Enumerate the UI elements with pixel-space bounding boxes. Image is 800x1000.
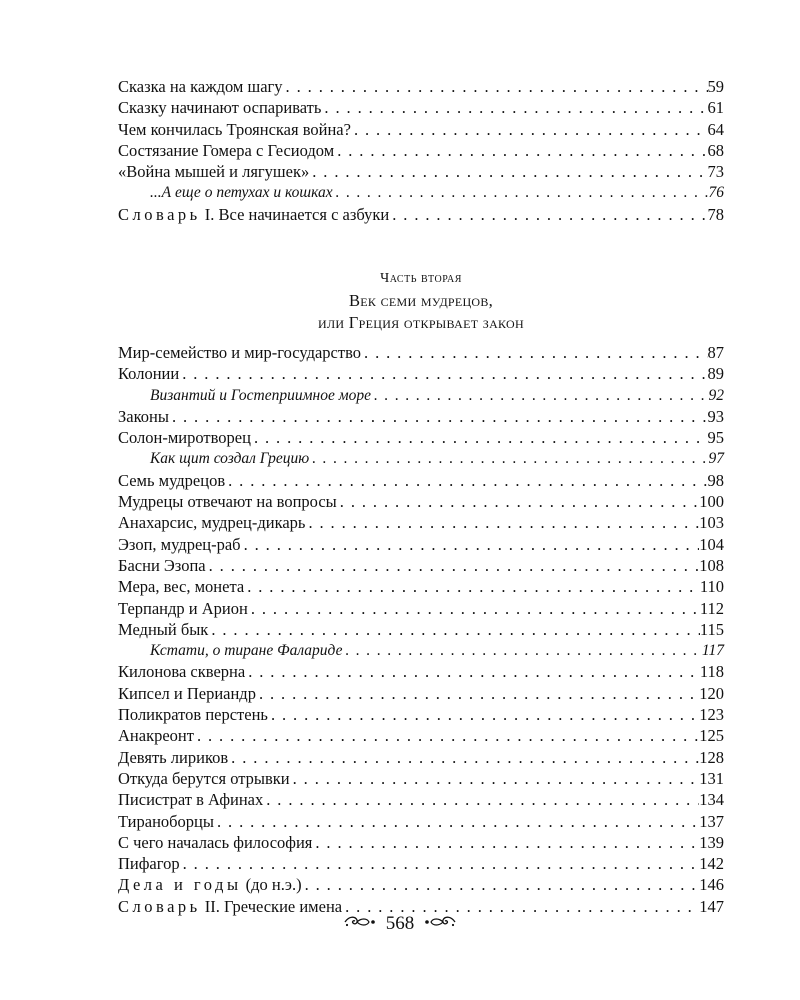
toc-entry [118, 683, 724, 704]
toc-entry [118, 491, 724, 512]
toc-entry [118, 747, 724, 768]
dot-leader [251, 427, 708, 448]
toc-entry [118, 406, 724, 427]
toc-entry-title-spaced: Словарь [118, 204, 201, 224]
toc-entry-page-number: 146 [699, 875, 724, 895]
page-folio [0, 912, 800, 935]
toc-entry [118, 470, 724, 491]
toc-entry-title: Семь мудрецов [118, 470, 226, 490]
toc-subentry [118, 448, 724, 469]
dot-leader [321, 97, 707, 118]
dot-leader [245, 661, 700, 682]
toc-subentry [118, 640, 724, 661]
dot-leader [371, 385, 709, 406]
toc-entry-title: Законы [118, 406, 169, 426]
toc-entry-title: Сказку начинают оспаривать [118, 98, 322, 118]
dot-leader [333, 182, 709, 203]
dot-leader [206, 555, 700, 576]
toc-entry-title-spaced: Словарь [118, 896, 201, 916]
toc-entry [118, 853, 724, 874]
toc-entry-page-number: 92 [708, 386, 724, 404]
toc-entry-title: Мудрецы отвечают на вопросы [118, 492, 337, 512]
toc-entry-page-number: 104 [699, 534, 724, 554]
part-title-line-2: или Греция открывает закон [318, 313, 524, 332]
toc-entry [118, 97, 724, 118]
toc-entry-page-number: 137 [699, 811, 724, 831]
toc-entry-page-number: 68 [707, 140, 724, 160]
toc-entry [118, 832, 724, 853]
part-title-line-1: Век семи мудрецов, [348, 291, 494, 310]
dot-leader [208, 619, 700, 640]
toc-entry-page-number: 95 [707, 428, 724, 448]
dot-leader [342, 640, 701, 661]
dot-leader [351, 119, 708, 140]
toc-entry-page-number: 59 [707, 77, 724, 96]
toc-entry-title: Девять лириков [118, 747, 229, 767]
toc-entry-page-number: 76 [708, 184, 724, 202]
toc-list [118, 76, 724, 225]
toc-entry-title [118, 204, 389, 225]
toc-entry-page-number: 108 [699, 555, 724, 575]
toc-entry [118, 661, 724, 682]
ornament-right-icon [423, 913, 457, 935]
toc-entry-page-number: 93 [707, 406, 724, 426]
toc-entry-page-number: 128 [699, 747, 724, 767]
toc-entry-title: Писистрат в Афинах [118, 790, 264, 810]
toc-entry [118, 204, 724, 225]
dot-leader [180, 853, 700, 874]
toc-entry-title: Медный бык [118, 619, 209, 639]
page-number: 568 [385, 912, 415, 934]
dot-leader [290, 768, 700, 789]
toc-entry-page-number: 73 [707, 162, 724, 182]
toc-entry [118, 598, 724, 619]
toc-entry-page-number: 110 [699, 577, 724, 597]
toc-entry-title: Килонова скверна [118, 662, 246, 682]
dot-leader [263, 789, 699, 810]
toc-entry [118, 704, 724, 725]
dot-leader [337, 491, 699, 512]
toc-subentry [118, 385, 724, 406]
part-kicker: Часть вторая [380, 271, 462, 286]
toc-entry [118, 161, 724, 182]
toc-entry-title: Кстати, о тиране Фалариде [150, 642, 343, 660]
toc-entry [118, 576, 724, 597]
toc-entry-title: Кипсел и Периандр [118, 683, 256, 703]
toc-entry-page-number: 64 [707, 119, 724, 139]
toc-entry-page-number: 61 [707, 98, 724, 118]
toc-entry-title: Басни Эзопа [118, 555, 206, 575]
toc-entry-title: Состязание Гомера с Гесиодом [118, 140, 335, 160]
dot-leader [361, 342, 707, 363]
toc-entry-title: Мир-семейство и мир-государство [118, 343, 362, 362]
dot-leader [283, 76, 708, 97]
toc-entry-page-number: 100 [699, 492, 724, 512]
dot-leader [248, 598, 700, 619]
toc-entry-page-number: 117 [701, 642, 724, 660]
toc-entry-page-number: 142 [699, 854, 724, 874]
dot-leader [302, 874, 700, 895]
toc-entry-title [118, 874, 302, 895]
toc-entry-page-number: 123 [699, 705, 724, 725]
toc-entry-page-number: 112 [699, 598, 724, 618]
dot-leader [225, 470, 707, 491]
toc-entry [118, 555, 724, 576]
toc-entry-title: Терпандр и Арион [118, 598, 248, 618]
toc-entry [118, 363, 724, 384]
dot-leader [256, 683, 699, 704]
dot-leader [305, 512, 699, 533]
toc-entry-page-number: 103 [699, 513, 724, 533]
toc-entry [118, 76, 724, 97]
dot-leader [334, 140, 707, 161]
toc-entry [118, 534, 724, 555]
dot-leader [244, 576, 700, 597]
dot-leader [241, 534, 700, 555]
dot-leader [309, 448, 708, 469]
dot-leader [214, 811, 699, 832]
toc-part2-section [118, 342, 724, 917]
toc-entry-page-number: 139 [699, 832, 724, 852]
toc-entry-page-number: 89 [707, 364, 724, 384]
toc-entry-title: Солон-миротворец [118, 428, 251, 448]
toc-entry-title: Пифагор [118, 854, 180, 874]
dot-leader [169, 406, 708, 427]
dot-leader [312, 832, 699, 853]
toc-entry-title: Колонии [118, 364, 180, 384]
toc-entry-page-number: 131 [699, 768, 724, 788]
toc-entry [118, 768, 724, 789]
toc-entry [118, 789, 724, 810]
toc-entry-page-number: 134 [699, 790, 724, 810]
toc-list [118, 342, 724, 917]
toc-entry-title: С чего началась философия [118, 832, 313, 852]
toc-entry [118, 427, 724, 448]
toc-entry-title: Как щит создал Грецию [150, 450, 310, 468]
toc-entry-page-number: 125 [699, 726, 724, 746]
toc-entry [118, 342, 724, 363]
toc-entry-page-number: 98 [707, 470, 724, 490]
ornament-left-icon [343, 913, 377, 935]
toc-entry-title-rest: (до н.э.) [241, 875, 302, 895]
toc-entry [118, 874, 724, 895]
dot-leader [228, 747, 699, 768]
toc-entry-page-number: 115 [699, 619, 724, 639]
toc-entry-title-spaced: Дела и годы [118, 875, 242, 895]
part-heading [118, 268, 724, 334]
toc-entry [118, 725, 724, 746]
toc-entry-title: Мера, вес, монета [118, 577, 245, 597]
toc-entry-title-rest: II. Греческие имена [200, 896, 343, 916]
toc-entry [118, 119, 724, 140]
toc-subentry [118, 182, 724, 203]
dot-leader [194, 725, 699, 746]
dot-leader [309, 161, 707, 182]
toc-entry-title: ...А еще о петухах и кошках [150, 184, 333, 202]
toc-entry-title: Византий и Гостеприимное море [150, 386, 371, 404]
toc-entry-page-number: 97 [708, 450, 724, 468]
toc-entry-title: «Война мышей и лягушек» [118, 162, 310, 182]
dot-leader [179, 363, 707, 384]
toc-entry-page-number: 118 [699, 662, 724, 682]
toc-entry [118, 140, 724, 161]
toc-entry [118, 512, 724, 533]
toc-top-section [118, 76, 724, 225]
toc-entry-title: Откуда берутся отрывки [118, 768, 290, 788]
toc-entry-title: Сказка на каждом шагу [118, 77, 283, 96]
toc-entry [118, 811, 724, 832]
toc-entry-page-number: 78 [707, 204, 724, 224]
toc-entry-page-number: 87 [707, 343, 724, 362]
toc-entry-title-rest: I. Все начинается с азбуки [200, 204, 390, 224]
toc-entry-title: Анакреонт [118, 726, 194, 746]
toc-entry-title: Эзоп, мудрец-раб [118, 534, 241, 554]
toc-entry [118, 619, 724, 640]
toc-entry-page-number: 120 [699, 683, 724, 703]
toc-entry-title: Анахарсис, мудрец-дикарь [118, 513, 306, 533]
toc-entry-title: Поликратов перстень [118, 705, 268, 725]
dot-leader [389, 204, 707, 225]
dot-leader [268, 704, 699, 725]
toc-entry-title: Чем кончилась Троянская война? [118, 119, 351, 139]
toc-entry-title: Тираноборцы [118, 811, 214, 831]
toc-entry-page-number: 147 [699, 896, 724, 916]
